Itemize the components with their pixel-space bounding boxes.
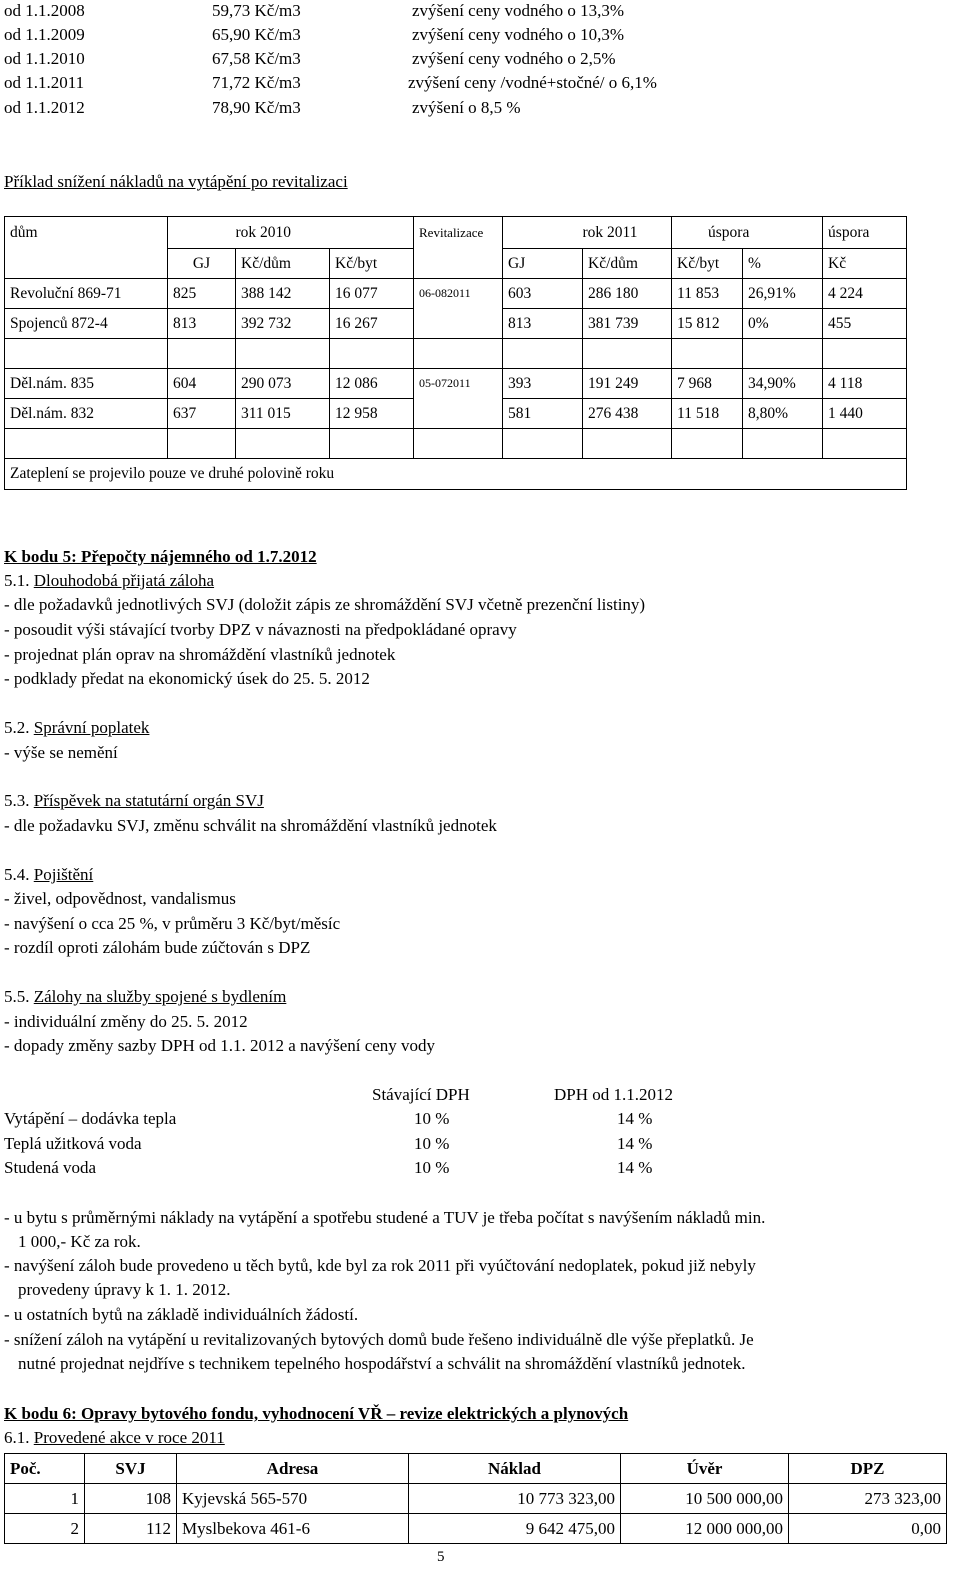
subsection-5-2 [4, 717, 149, 738]
subsection-number: 5.5. [4, 987, 34, 1006]
price-row [4, 48, 954, 70]
cell-dpz: 0,00 [789, 1514, 947, 1544]
vat-current: 10 % [414, 1158, 450, 1177]
note-item [4, 1328, 959, 1376]
cell-kc-dum: 388 142 [236, 279, 330, 309]
heating-subheader-row [5, 249, 907, 279]
cell-naklad: 9 642 475,00 [409, 1514, 621, 1544]
price-note: zvýšení ceny vodného o 10,3% [412, 25, 624, 44]
cell-kc-dum: 290 073 [236, 369, 330, 399]
header-house: dům [5, 217, 168, 249]
note-text: - u bytu s průměrnými náklady na vytápění a spotřebu studené a TUV je třeba počítat s navýšením nákladů min. [4, 1208, 766, 1227]
header-gj-2011: GJ [503, 249, 583, 279]
repairs-table [4, 1453, 947, 1544]
cell-house: Spojenců 872-4 [5, 309, 168, 339]
note-text-continued: provedeny úpravy k 1. 1. 2012. [18, 1280, 231, 1299]
list-item: - dopady změny sazby DPH od 1.1. 2012 a navýšení ceny vody [4, 1036, 436, 1055]
subsection-number: 5.1. [4, 571, 34, 590]
table-row-empty [5, 339, 907, 369]
price-date: od 1.1.2008 [4, 1, 85, 20]
cell-gj-2011: 813 [503, 309, 583, 339]
list-item: - navýšení o cca 25 %, v průměru 3 Kč/byt/měsíc [4, 914, 341, 933]
price-date: od 1.1.2011 [4, 73, 85, 92]
table-footnote: Zateplení se projevilo pouze ve druhé polovině roku [5, 459, 907, 490]
header-kc: Kč [823, 249, 907, 279]
vat-item: Studená voda [4, 1158, 97, 1177]
table-row [5, 279, 907, 309]
cell-house: Děl.nám. 835 [5, 369, 168, 399]
vat-header-new: DPH od 1.1.2012 [554, 1085, 674, 1104]
header-uver: Úvěr [621, 1454, 789, 1484]
cell-gj: 637 [168, 399, 236, 429]
cell-kc: 455 [823, 309, 907, 339]
header-svj: SVJ [85, 1454, 177, 1484]
list-item: - výše se nemění [4, 743, 118, 762]
header-poc: Poč. [5, 1454, 85, 1484]
cell-revit [414, 399, 503, 429]
cell-gj-2011: 393 [503, 369, 583, 399]
note-item [4, 1303, 959, 1327]
heating-title: Příklad snížení nákladů na vytápění po revitalizaci [4, 172, 348, 191]
header-kc-dum-2011: Kč/dům [583, 249, 672, 279]
note-text-continued: 1 000,- Kč za rok. [18, 1232, 141, 1251]
cell-pct: 26,91% [743, 279, 823, 309]
cell-adresa: Kyjevská 565-570 [177, 1484, 409, 1514]
subsection-6-1 [4, 1427, 225, 1448]
cell-kc-byt: 16 267 [330, 309, 414, 339]
cell-kc: 4 224 [823, 279, 907, 309]
price-note: zvýšení ceny /vodné+stočné/ o 6,1% [408, 73, 657, 92]
cell-dpz: 273 323,00 [789, 1484, 947, 1514]
subsection-number: 5.2. [4, 718, 34, 737]
vat-item: Vytápění – dodávka tepla [4, 1109, 177, 1128]
vat-row [4, 1133, 704, 1157]
price-value: 67,58 Kč/m3 [212, 49, 301, 68]
section6-heading: K bodu 6: Opravy bytového fondu, vyhodnocení VŘ – revize elektrických a plynových [4, 1404, 629, 1423]
price-value: 71,72 Kč/m3 [212, 73, 301, 92]
note-text: - navýšení záloh bude provedeno u těch bytů, kde byl za rok 2011 při vyúčtování nedoplatek, pokud již nebyly [4, 1256, 756, 1275]
page-number: 5 [437, 1549, 445, 1565]
note-item [4, 1206, 959, 1254]
header-gj: GJ [168, 249, 236, 279]
price-note: zvýšení ceny vodného o 2,5% [412, 49, 616, 68]
vat-item: Teplá užitková voda [4, 1134, 142, 1153]
price-value: 65,90 Kč/m3 [212, 25, 301, 44]
subsection-number: 6.1. [4, 1428, 34, 1447]
vat-header-row [4, 1084, 704, 1108]
cell-naklad: 10 773 323,00 [409, 1484, 621, 1514]
subsection-5-3 [4, 790, 264, 811]
cell-pct: 34,90% [743, 369, 823, 399]
subsection-5-4 [4, 864, 93, 885]
header-dpz: DPZ [789, 1454, 947, 1484]
vat-new: 14 % [617, 1134, 653, 1153]
cell-kc-dum-2011: 191 249 [583, 369, 672, 399]
header-pct: % [743, 249, 823, 279]
cell-gj: 604 [168, 369, 236, 399]
cell-kc-dum: 392 732 [236, 309, 330, 339]
subsection-title: Pojištění [33, 865, 94, 884]
table-row [5, 1484, 947, 1514]
cell-kc-byt: 12 086 [330, 369, 414, 399]
table-row [5, 369, 907, 399]
subsection-number: 5.4. [4, 865, 34, 884]
header-kc-dum: Kč/dům [236, 249, 330, 279]
repairs-header-row [5, 1454, 947, 1484]
cell-uver: 10 500 000,00 [621, 1484, 789, 1514]
vat-current: 10 % [414, 1134, 450, 1153]
list-item: - dle požadavku SVJ, změnu schválit na shromáždění vlastníků jednotek [4, 816, 497, 835]
table-row [5, 309, 907, 339]
cell-kc-dum-2011: 381 739 [583, 309, 672, 339]
list-item: - posoudit výši stávající tvorby DPZ v návaznosti na předpokládané opravy [4, 620, 517, 639]
subsection-5-5 [4, 986, 286, 1007]
vat-row [4, 1108, 704, 1132]
price-row [4, 72, 954, 94]
table-row-empty [5, 429, 907, 459]
header-year-2011: rok 2011 [583, 217, 672, 249]
price-date: od 1.1.2010 [4, 49, 85, 68]
subsection-number: 5.3. [4, 791, 34, 810]
price-note: zvýšení o 8,5 % [412, 98, 521, 117]
cell-revit: 05-072011 [414, 369, 503, 399]
price-value: 59,73 Kč/m3 [212, 1, 301, 20]
price-row [4, 0, 954, 22]
heating-table [4, 216, 907, 490]
subsection-title: Správní poplatek [33, 718, 150, 737]
price-date: od 1.1.2009 [4, 25, 85, 44]
cell-revit [414, 309, 503, 339]
cell-adresa: Myslbekova 461-6 [177, 1514, 409, 1544]
note-text-continued: nutné projednat nejdříve s technikem tepelného hospodářství a schválit na shromáždění vlastníků jednotek. [18, 1354, 746, 1373]
table-row [5, 1514, 947, 1544]
header-kc-byt: Kč/byt [330, 249, 414, 279]
subsection-title: Zálohy na služby spojené s bydlením [33, 987, 287, 1006]
vat-new: 14 % [617, 1158, 653, 1177]
cell-kc-byt-2011: 7 968 [672, 369, 743, 399]
cell-house: Děl.nám. 832 [5, 399, 168, 429]
vat-header-current: Stávající DPH [372, 1085, 470, 1104]
cell-uver: 12 000 000,00 [621, 1514, 789, 1544]
cell-gj: 825 [168, 279, 236, 309]
price-row [4, 24, 954, 46]
heating-header-row [5, 217, 907, 249]
cell-kc: 1 440 [823, 399, 907, 429]
cell-house: Revoluční 869-71 [5, 279, 168, 309]
cell-kc-byt: 16 077 [330, 279, 414, 309]
subsection-title: Dlouhodobá přijatá záloha [33, 571, 215, 590]
vat-current: 10 % [414, 1109, 450, 1128]
cell-gj-2011: 603 [503, 279, 583, 309]
subsection-title: Provedené akce v roce 2011 [33, 1428, 225, 1447]
note-text: - snížení záloh na vytápění u revitalizovaných bytových domů bude řešeno individuálně dle výše přeplatků. Je [4, 1330, 754, 1349]
cell-poc: 2 [5, 1514, 85, 1544]
cell-kc: 4 118 [823, 369, 907, 399]
price-value: 78,90 Kč/m3 [212, 98, 301, 117]
header-savings-kc: úspora [823, 217, 907, 249]
subsection-5-1 [4, 570, 214, 591]
cell-revit: 06-082011 [414, 279, 503, 309]
cell-pct: 8,80% [743, 399, 823, 429]
price-note: zvýšení ceny vodného o 13,3% [412, 1, 624, 20]
list-item: - živel, odpovědnost, vandalismus [4, 889, 236, 908]
cell-kc-byt-2011: 15 812 [672, 309, 743, 339]
cell-svj: 112 [85, 1514, 177, 1544]
header-revitalization: Revitalizace [414, 217, 503, 249]
cell-svj: 108 [85, 1484, 177, 1514]
list-item: - individuální změny do 25. 5. 2012 [4, 1012, 248, 1031]
cell-kc-dum-2011: 286 180 [583, 279, 672, 309]
price-row [4, 97, 954, 119]
header-naklad: Náklad [409, 1454, 621, 1484]
header-kc-byt-2011: Kč/byt [672, 249, 743, 279]
table-row [5, 399, 907, 429]
table-footnote-row [5, 459, 907, 490]
list-item: - dle požadavků jednotlivých SVJ (doložit zápis ze shromáždění SVJ včetně prezenční listiny) [4, 595, 646, 614]
section5-heading: K bodu 5: Přepočty nájemného od 1.7.2012 [4, 547, 317, 566]
cell-kc-byt: 12 958 [330, 399, 414, 429]
cell-kc-dum-2011: 276 438 [583, 399, 672, 429]
header-year-2010: rok 2010 [236, 217, 414, 249]
vat-row [4, 1157, 704, 1181]
cell-poc: 1 [5, 1484, 85, 1514]
note-text: - u ostatních bytů na základě individuálních žádostí. [4, 1305, 359, 1324]
vat-new: 14 % [617, 1109, 653, 1128]
cell-kc-byt-2011: 11 853 [672, 279, 743, 309]
subsection-title: Příspěvek na statutární orgán SVJ [33, 791, 264, 810]
price-date: od 1.1.2012 [4, 98, 85, 117]
note-item [4, 1254, 959, 1302]
cell-gj-2011: 581 [503, 399, 583, 429]
list-item: - podklady předat na ekonomický úsek do 25. 5. 2012 [4, 669, 370, 688]
cell-pct: 0% [743, 309, 823, 339]
cell-kc-byt-2011: 11 518 [672, 399, 743, 429]
list-item: - rozdíl oproti zálohám bude zúčtován s DPZ [4, 938, 311, 957]
cell-kc-dum: 311 015 [236, 399, 330, 429]
cell-gj: 813 [168, 309, 236, 339]
header-adresa: Adresa [177, 1454, 409, 1484]
list-item: - projednat plán oprav na shromáždění vlastníků jednotek [4, 645, 396, 664]
header-savings-pct: úspora [672, 217, 823, 249]
